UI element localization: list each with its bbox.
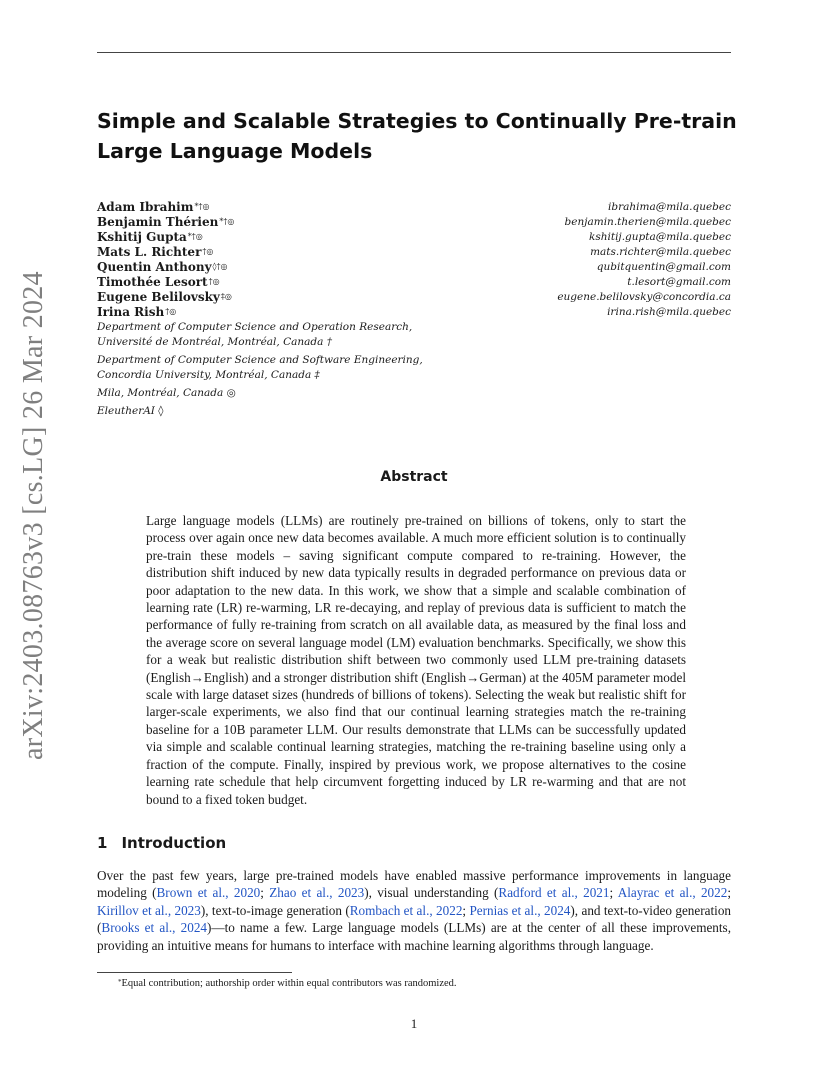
author-name-text: Irina Rish [97, 305, 165, 319]
section-title: Introduction [121, 834, 227, 852]
author-email[interactable]: kshitij.gupta@mila.quebec [588, 231, 731, 243]
citation-link[interactable]: Brooks et al., 2024 [101, 920, 208, 936]
author-name [97, 200, 427, 215]
header-rule [97, 52, 731, 53]
author-name-text: Timothée Lesort [97, 275, 208, 289]
citation-link[interactable]: Brown et al., 2020 [156, 885, 261, 901]
body-text: ), text-to-image generation ( [200, 902, 350, 918]
section-heading-introduction [97, 834, 226, 852]
affiliation-marks: *†◎ [187, 232, 203, 241]
footnote-rule [97, 972, 292, 973]
email-list [431, 200, 731, 320]
affiliation-marks: †◎ [165, 307, 177, 316]
citation-link[interactable]: Kirillov et al., 2023 [97, 902, 201, 918]
section-number: 1 [97, 834, 108, 852]
affiliation-marks: ‡◎ [220, 292, 232, 301]
author-name-text: Mats L. Richter [97, 245, 202, 259]
author-name-text: Quentin Anthony [97, 260, 212, 274]
affiliation-marks: †◎ [202, 247, 214, 256]
author-name [97, 215, 427, 230]
citation-link[interactable]: Alayrac et al., 2022 [617, 885, 728, 901]
author-name-text: Adam Ibrahim [97, 200, 194, 214]
author-name [97, 230, 427, 245]
author-email[interactable]: eugene.belilovsky@concordia.ca [557, 291, 731, 303]
abstract-text: Large language models (LLMs) are routinely pre-trained on billions of tokens, only to start the process over again once new data becomes available. A much more efficient solution is to continually pre-train these models – saving significant compute compared to re-training. However, the distribution shift induced by new data typically results in degraded performance on previous data or poor adaptation to the new data. In this work, we show that a simple and scalable combination of learning rate (LR) re-warming, LR re-decaying, and replay of previous data is sufficient to match the performance of fully re-training from scratch on all available data, as measured by the final loss and the average score on several language model (LM) evaluation benchmarks. Specifically, we show this for a weak but realistic distribution shift between two commonly used LLM pre-training datasets (English→English) and a stronger distribution shift (English→German) at the 405M parameter model scale with large dataset sizes (hundreds of billions of tokens). Selecting the weak but realistic shift for larger-scale experiments, we also find that our continual learning strategies match the re-training baseline for a 10B parameter LLM. Our results demonstrate that LLMs can be successfully updated via simple and scalable continual learning strategies, matching the re-training baseline using only a fraction of the compute. Finally, inspired by previous work, we propose alternatives to the cosine learning rate schedule that help circumvent forgetting induced by LR re-warming and that are not bound to a fixed token budget. [146, 513, 686, 807]
author-name [97, 245, 427, 260]
body-text: ; [609, 885, 618, 901]
affiliation: Department of Computer Science and Operation Research, Université de Montréal, Montréal, Canada † [97, 321, 413, 348]
author-name-text: Eugene Belilovsky [97, 290, 220, 304]
author-email[interactable]: qubitquentin@gmail.com [596, 261, 731, 273]
affiliation: Mila, Montréal, Canada ◎ [97, 387, 236, 399]
body-text: ; [462, 902, 470, 918]
affiliation: EleutherAI ◊ [97, 405, 164, 417]
footnote-text: Equal contribution; authorship order within equal contributors was randomized. [121, 978, 457, 989]
page-number: 1 [410, 1016, 418, 1031]
body-text: ; [260, 885, 270, 901]
affiliation-marks: *†◎ [219, 217, 235, 226]
citation-link[interactable]: Zhao et al., 2023 [269, 885, 365, 901]
body-text: )—to name a few. Large language models (LLMs) are at the center of all these improvements, providing an intuitive means for humans to interface with machine learning algorithms through language. [97, 920, 731, 953]
arxiv-stamp[interactable]: arXiv:2403.08763v3 [cs.LG] 26 Mar 2024 [18, 271, 49, 760]
affiliation-list [97, 320, 457, 422]
body-text: Over the past few years, large pre-trained models have enabled massive performance improvements in language modeling ( [97, 868, 731, 901]
footnote-mark: * [118, 978, 122, 986]
introduction-paragraph [97, 867, 731, 954]
body-text: ; [727, 885, 732, 901]
footnote [118, 978, 457, 989]
author-email[interactable]: irina.rish@mila.quebec [607, 306, 731, 318]
author-name [97, 260, 427, 275]
affiliation-marks: *†◎ [194, 202, 210, 211]
citation-link[interactable]: Radford et al., 2021 [498, 885, 610, 901]
author-email[interactable]: t.lesort@gmail.com [627, 276, 731, 288]
body-text: ), and text-to-video generation ( [97, 902, 732, 936]
affiliation: Department of Computer Science and Software Engineering, Concordia University, Montréal, Canada ‡ [97, 354, 423, 381]
author-name [97, 290, 427, 305]
author-name-text: Benjamin Thérien [97, 215, 219, 229]
paper-title: Simple and Scalable Strategies to Continually Pre-train Large Language Models [97, 109, 737, 163]
author-email[interactable]: mats.richter@mila.quebec [590, 246, 731, 258]
affiliation-marks: ◊†◎ [212, 262, 228, 271]
author-name [97, 275, 427, 290]
author-name-text: Kshitij Gupta [97, 230, 187, 244]
citation-link[interactable]: Rombach et al., 2022 [349, 902, 463, 918]
citation-link[interactable]: Pernias et al., 2024 [469, 902, 571, 918]
author-email[interactable]: benjamin.therien@mila.quebec [564, 216, 731, 228]
abstract-heading: Abstract [380, 469, 448, 485]
author-name [97, 305, 427, 320]
author-list [97, 200, 427, 320]
affiliation-marks: †◎ [208, 277, 220, 286]
body-text: ), visual understanding ( [364, 885, 499, 901]
author-email[interactable]: ibrahima@mila.quebec [608, 201, 731, 213]
